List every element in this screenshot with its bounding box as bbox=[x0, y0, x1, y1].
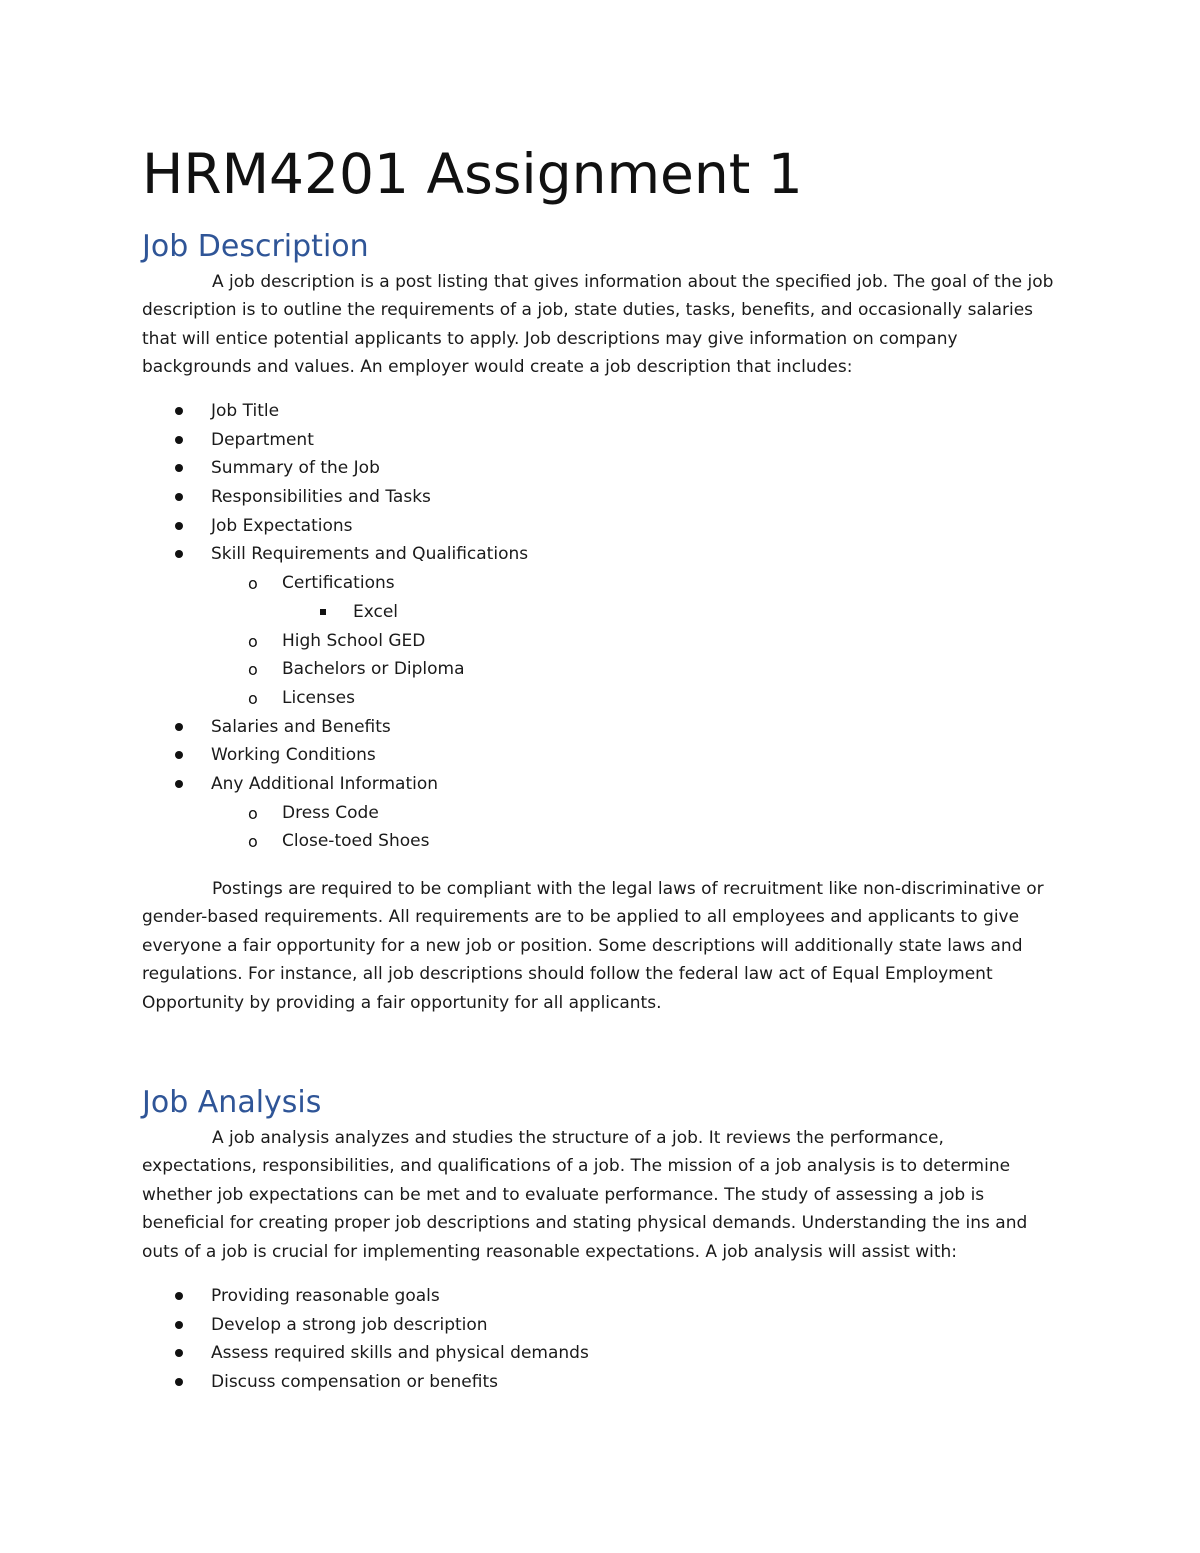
list-item-text: Discuss compensation or benefits bbox=[211, 1372, 498, 1393]
bullet-disc-icon bbox=[175, 1292, 183, 1300]
list-item bbox=[142, 627, 1062, 656]
list-item-text: Certifications bbox=[282, 573, 395, 594]
bullet-disc-icon bbox=[175, 751, 183, 759]
list-item-text: Develop a strong job description bbox=[211, 1314, 488, 1335]
list-item-text: Assess required skills and physical demands bbox=[211, 1343, 589, 1364]
bullet-circle-icon: o bbox=[248, 803, 258, 823]
bullet-disc-icon bbox=[175, 493, 183, 501]
bullet-disc-icon bbox=[175, 1378, 183, 1386]
list-item-text: Skill Requirements and Qualifications bbox=[211, 544, 529, 565]
list-item bbox=[142, 1311, 1062, 1340]
list-item-text: Department bbox=[211, 429, 314, 450]
section-heading-job-description: Job Description bbox=[142, 229, 369, 264]
bullet-disc-icon bbox=[175, 723, 183, 731]
bullet-disc-icon bbox=[175, 436, 183, 444]
list-item-text: Job Title bbox=[211, 401, 280, 421]
job-analysis-intro-paragraph: A job analysis analyzes and studies the structure of a job. It reviews the performance, expectations, responsibilities, and qualifications of a job. The mission of a job analysis is to determine whether job expectations can be met and to evaluate performance. The study of assessing a job is beneficial for creating proper job descriptions and stating physical demands. Understanding the ins and outs of a job is crucial for implementing reasonable expectations. A job analysis will assist with: bbox=[142, 1128, 1028, 1262]
bullet-disc-icon bbox=[175, 780, 183, 788]
list-item-text: Summary of the Job bbox=[211, 458, 380, 479]
list-item-text: Licenses bbox=[282, 687, 355, 708]
list-item bbox=[142, 426, 1062, 455]
list-item-text: Close-toed Shoes bbox=[282, 831, 430, 852]
list-item bbox=[142, 1339, 1062, 1368]
list-item-text: Responsibilities and Tasks bbox=[211, 487, 431, 508]
bullet-disc-icon bbox=[175, 1321, 183, 1329]
list-item-text: Working Conditions bbox=[211, 745, 376, 766]
bullet-disc-icon bbox=[175, 1349, 183, 1357]
job-description-intro-paragraph: A job description is a post listing that gives information about the specified job. The goal of the job description is to outline the requirements of a job, state duties, tasks, benefits, and occasionally salaries that will entice potential applicants to apply. Job descriptions may give information on company backgrounds and values. An employer would create a job description that includes: bbox=[142, 272, 1054, 378]
bullet-square-icon bbox=[320, 609, 326, 615]
bullet-circle-icon: o bbox=[248, 660, 258, 680]
bullet-circle-icon: o bbox=[248, 688, 258, 708]
list-item bbox=[142, 454, 1062, 483]
list-item-text: Any Additional Information bbox=[211, 773, 439, 794]
list-item bbox=[142, 569, 1062, 598]
list-item bbox=[142, 713, 1062, 742]
list-item-text: Job Expectations bbox=[211, 515, 353, 536]
list-item bbox=[142, 655, 1062, 684]
bullet-disc-icon bbox=[175, 550, 183, 558]
list-item-text: Dress Code bbox=[282, 802, 379, 823]
list-item bbox=[142, 483, 1062, 512]
bullet-disc-icon bbox=[175, 407, 183, 415]
list-item bbox=[142, 770, 1062, 799]
job-description-closing-paragraph: Postings are required to be compliant with the legal laws of recruitment like non-discriminative or gender-based requirements. All requirements are to be applied to all employees and applicants to give everyone a fair opportunity for a new job or position. Some descriptions will additionally state laws and regulations. For instance, all job descriptions should follow the federal law act of Equal Employment Opportunity by providing a fair opportunity for all applicants. bbox=[142, 879, 1044, 1013]
bullet-circle-icon: o bbox=[248, 574, 258, 594]
bullet-circle-icon: o bbox=[248, 631, 258, 651]
list-item bbox=[142, 598, 1062, 627]
list-item-text: Excel bbox=[353, 601, 399, 622]
list-item bbox=[142, 1368, 1062, 1397]
list-item-text: Providing reasonable goals bbox=[211, 1286, 440, 1306]
section-heading-job-analysis: Job Analysis bbox=[142, 1085, 322, 1120]
bullet-circle-icon: o bbox=[248, 832, 258, 852]
list-item bbox=[142, 512, 1062, 541]
list-item-text: Bachelors or Diploma bbox=[282, 659, 465, 680]
list-item bbox=[142, 684, 1062, 713]
list-item bbox=[142, 540, 1062, 569]
list-item bbox=[142, 397, 1062, 426]
list-item bbox=[142, 741, 1062, 770]
bullet-disc-icon bbox=[175, 464, 183, 472]
list-item bbox=[142, 799, 1062, 828]
document-title: HRM4201 Assignment 1 bbox=[142, 142, 803, 206]
list-item-text: High School GED bbox=[282, 630, 426, 651]
list-item-text: Salaries and Benefits bbox=[211, 716, 391, 737]
job-analysis-list bbox=[142, 1282, 1062, 1397]
job-description-list bbox=[142, 397, 1062, 856]
list-item bbox=[142, 827, 1062, 856]
bullet-disc-icon bbox=[175, 522, 183, 530]
list-item bbox=[142, 1282, 1062, 1311]
